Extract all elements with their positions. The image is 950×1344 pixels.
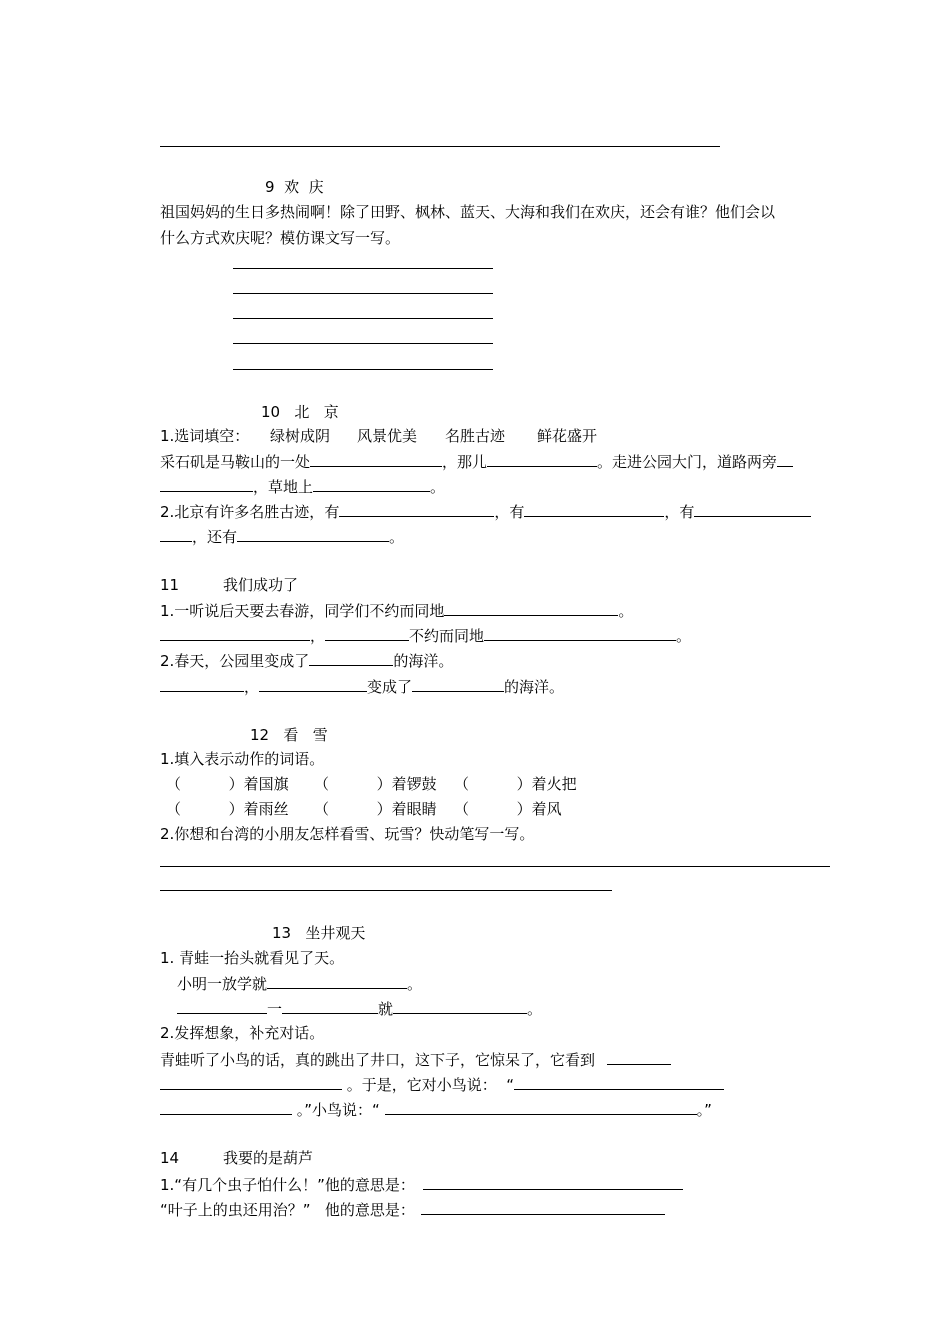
section-10-q1-label: 1.选词填空： [160,427,250,445]
section-10-sentence-1 [160,451,793,472]
section-11-line3 [160,650,453,671]
section-11-line2 [160,625,691,646]
text: ，有 [494,503,525,521]
text: 。 [389,528,405,546]
section-9-answer-line[interactable] [233,343,493,344]
section-9-title: 9 欢 庆 [265,178,324,196]
text: 就 [378,1000,394,1018]
section-14-line1 [160,1174,683,1195]
text: ， [244,678,260,696]
section-13-q2: 2.发挥想象，补充对话。 [160,1024,325,1042]
section-9-answer-line[interactable] [233,369,493,370]
section-10-title: 10 北 京 [261,403,339,421]
fill-item[interactable]: （ ）着火把 [454,775,577,793]
section-13-line5 [160,1049,671,1070]
blank[interactable] [309,650,393,666]
blank[interactable] [607,1049,671,1065]
blank[interactable] [160,676,244,692]
section-11-line4 [160,676,564,697]
text: ，有 [664,503,695,521]
blank[interactable] [177,998,267,1014]
section-13-q1: 1. 青蛙一抬头就看见了天。 [160,949,345,967]
section-12-answer-line[interactable] [160,890,612,891]
text: 1.“有几个虫子怕什么！”他的意思是： [160,1176,415,1194]
word-option: 鲜花盛开 [537,427,598,445]
blank[interactable] [160,625,310,641]
section-13-line3 [177,998,542,1019]
blank[interactable] [524,501,664,517]
section-11-line1 [160,600,633,621]
text: 2.春天，公园里变成了 [160,652,310,670]
fill-item[interactable]: （ ）着雨丝 [166,800,289,818]
text: 不约而同地 [409,627,485,645]
blank[interactable] [339,501,494,517]
section-14-number: 14 [160,1149,180,1167]
text: 。”小鸟说：“ [292,1101,385,1119]
blank[interactable] [237,526,389,542]
blank[interactable] [444,600,618,616]
word-option: 风景优美 [357,427,418,445]
text: “叶子上的虫还用治？” 他的意思是： [160,1201,415,1219]
text: 。走进公园大门，道路两旁 [597,453,778,471]
blank[interactable] [310,451,442,467]
section-12-q1: 1.填入表示动作的词语。 [160,750,325,768]
section-9-answer-line[interactable] [233,318,493,319]
text: 青蛙听了小鸟的话，真的跳出了井口，这下子，它惊呆了，它看到 [160,1051,596,1069]
text: 。 [430,478,446,496]
text: 。” [696,1101,712,1119]
blank[interactable] [267,973,407,989]
blank[interactable] [412,676,504,692]
section-12-q2: 2.你想和台湾的小朋友怎样看雪、玩雪？快动笔写一写。 [160,825,535,843]
fill-item[interactable]: （ ）着眼睛 [314,800,437,818]
fill-item[interactable]: （ ）着国旗 [166,775,289,793]
blank[interactable] [421,1199,665,1215]
text: 变成了 [367,678,413,696]
blank[interactable] [325,625,409,641]
text: ，还有 [192,528,238,546]
text: 。于是，它对小鸟说： “ [342,1076,515,1094]
section-12-title: 12 看 雪 [250,726,328,744]
text: ， [310,627,326,645]
section-9-answer-line[interactable] [233,268,493,269]
text: 的海洋。 [504,678,565,696]
text: 一 [267,1000,283,1018]
blank[interactable] [160,1074,342,1090]
fill-item[interactable]: （ ）着锣鼓 [314,775,437,793]
text: ，草地上 [253,478,314,496]
blank[interactable] [313,476,430,492]
section-11-title: 我们成功了 [223,576,299,594]
blank[interactable] [514,1074,724,1090]
blank[interactable] [160,526,192,542]
blank[interactable] [160,476,253,492]
blank[interactable] [777,451,793,467]
section-13-title: 13 坐井观天 [272,924,366,942]
word-option: 名胜古迹 [445,427,506,445]
text: 。 [407,975,423,993]
fill-item[interactable]: （ ）着风 [454,800,562,818]
section-11-number: 11 [160,576,180,594]
text: 。 [527,1000,543,1018]
blank[interactable] [385,1099,697,1115]
text: 小明一放学就 [177,975,268,993]
text: ，那儿 [442,453,488,471]
section-14-line2 [160,1199,665,1220]
text: 。 [676,627,692,645]
section-14-title: 我要的是葫芦 [223,1149,314,1167]
section-13-line6 [160,1074,724,1095]
text: 的海洋。 [393,652,454,670]
section-13-line2 [177,973,422,994]
blank[interactable] [423,1174,683,1190]
section-10-sentence-2 [160,501,811,522]
blank[interactable] [393,998,527,1014]
section-9-answer-line[interactable] [233,293,493,294]
word-option: 绿树成阴 [270,427,331,445]
blank[interactable] [282,998,378,1014]
text: 1.一听说后天要去春游，同学们不约而同地 [160,602,445,620]
text: 2.北京有许多名胜古迹，有 [160,503,340,521]
blank[interactable] [160,1099,292,1115]
section-12-answer-line[interactable] [160,866,830,867]
text: 。 [618,602,634,620]
blank[interactable] [259,676,367,692]
text: 采石矶是马鞍山的一处 [160,453,311,471]
section-13-line7 [160,1099,712,1120]
blank[interactable] [484,625,676,641]
top-answer-line[interactable] [160,146,720,147]
blank[interactable] [694,501,811,517]
section-9-prompt-line2: 什么方式欢庆呢？模仿课文写一写。 [160,229,401,247]
blank[interactable] [487,451,597,467]
section-10-sentence-1-cont [160,476,445,497]
section-10-sentence-2-cont [160,526,404,547]
section-9-prompt-line1: 祖国妈妈的生日多热闹啊！除了田野、枫林、蓝天、大海和我们在欢庆，还会有谁？他们会以 [160,203,776,221]
